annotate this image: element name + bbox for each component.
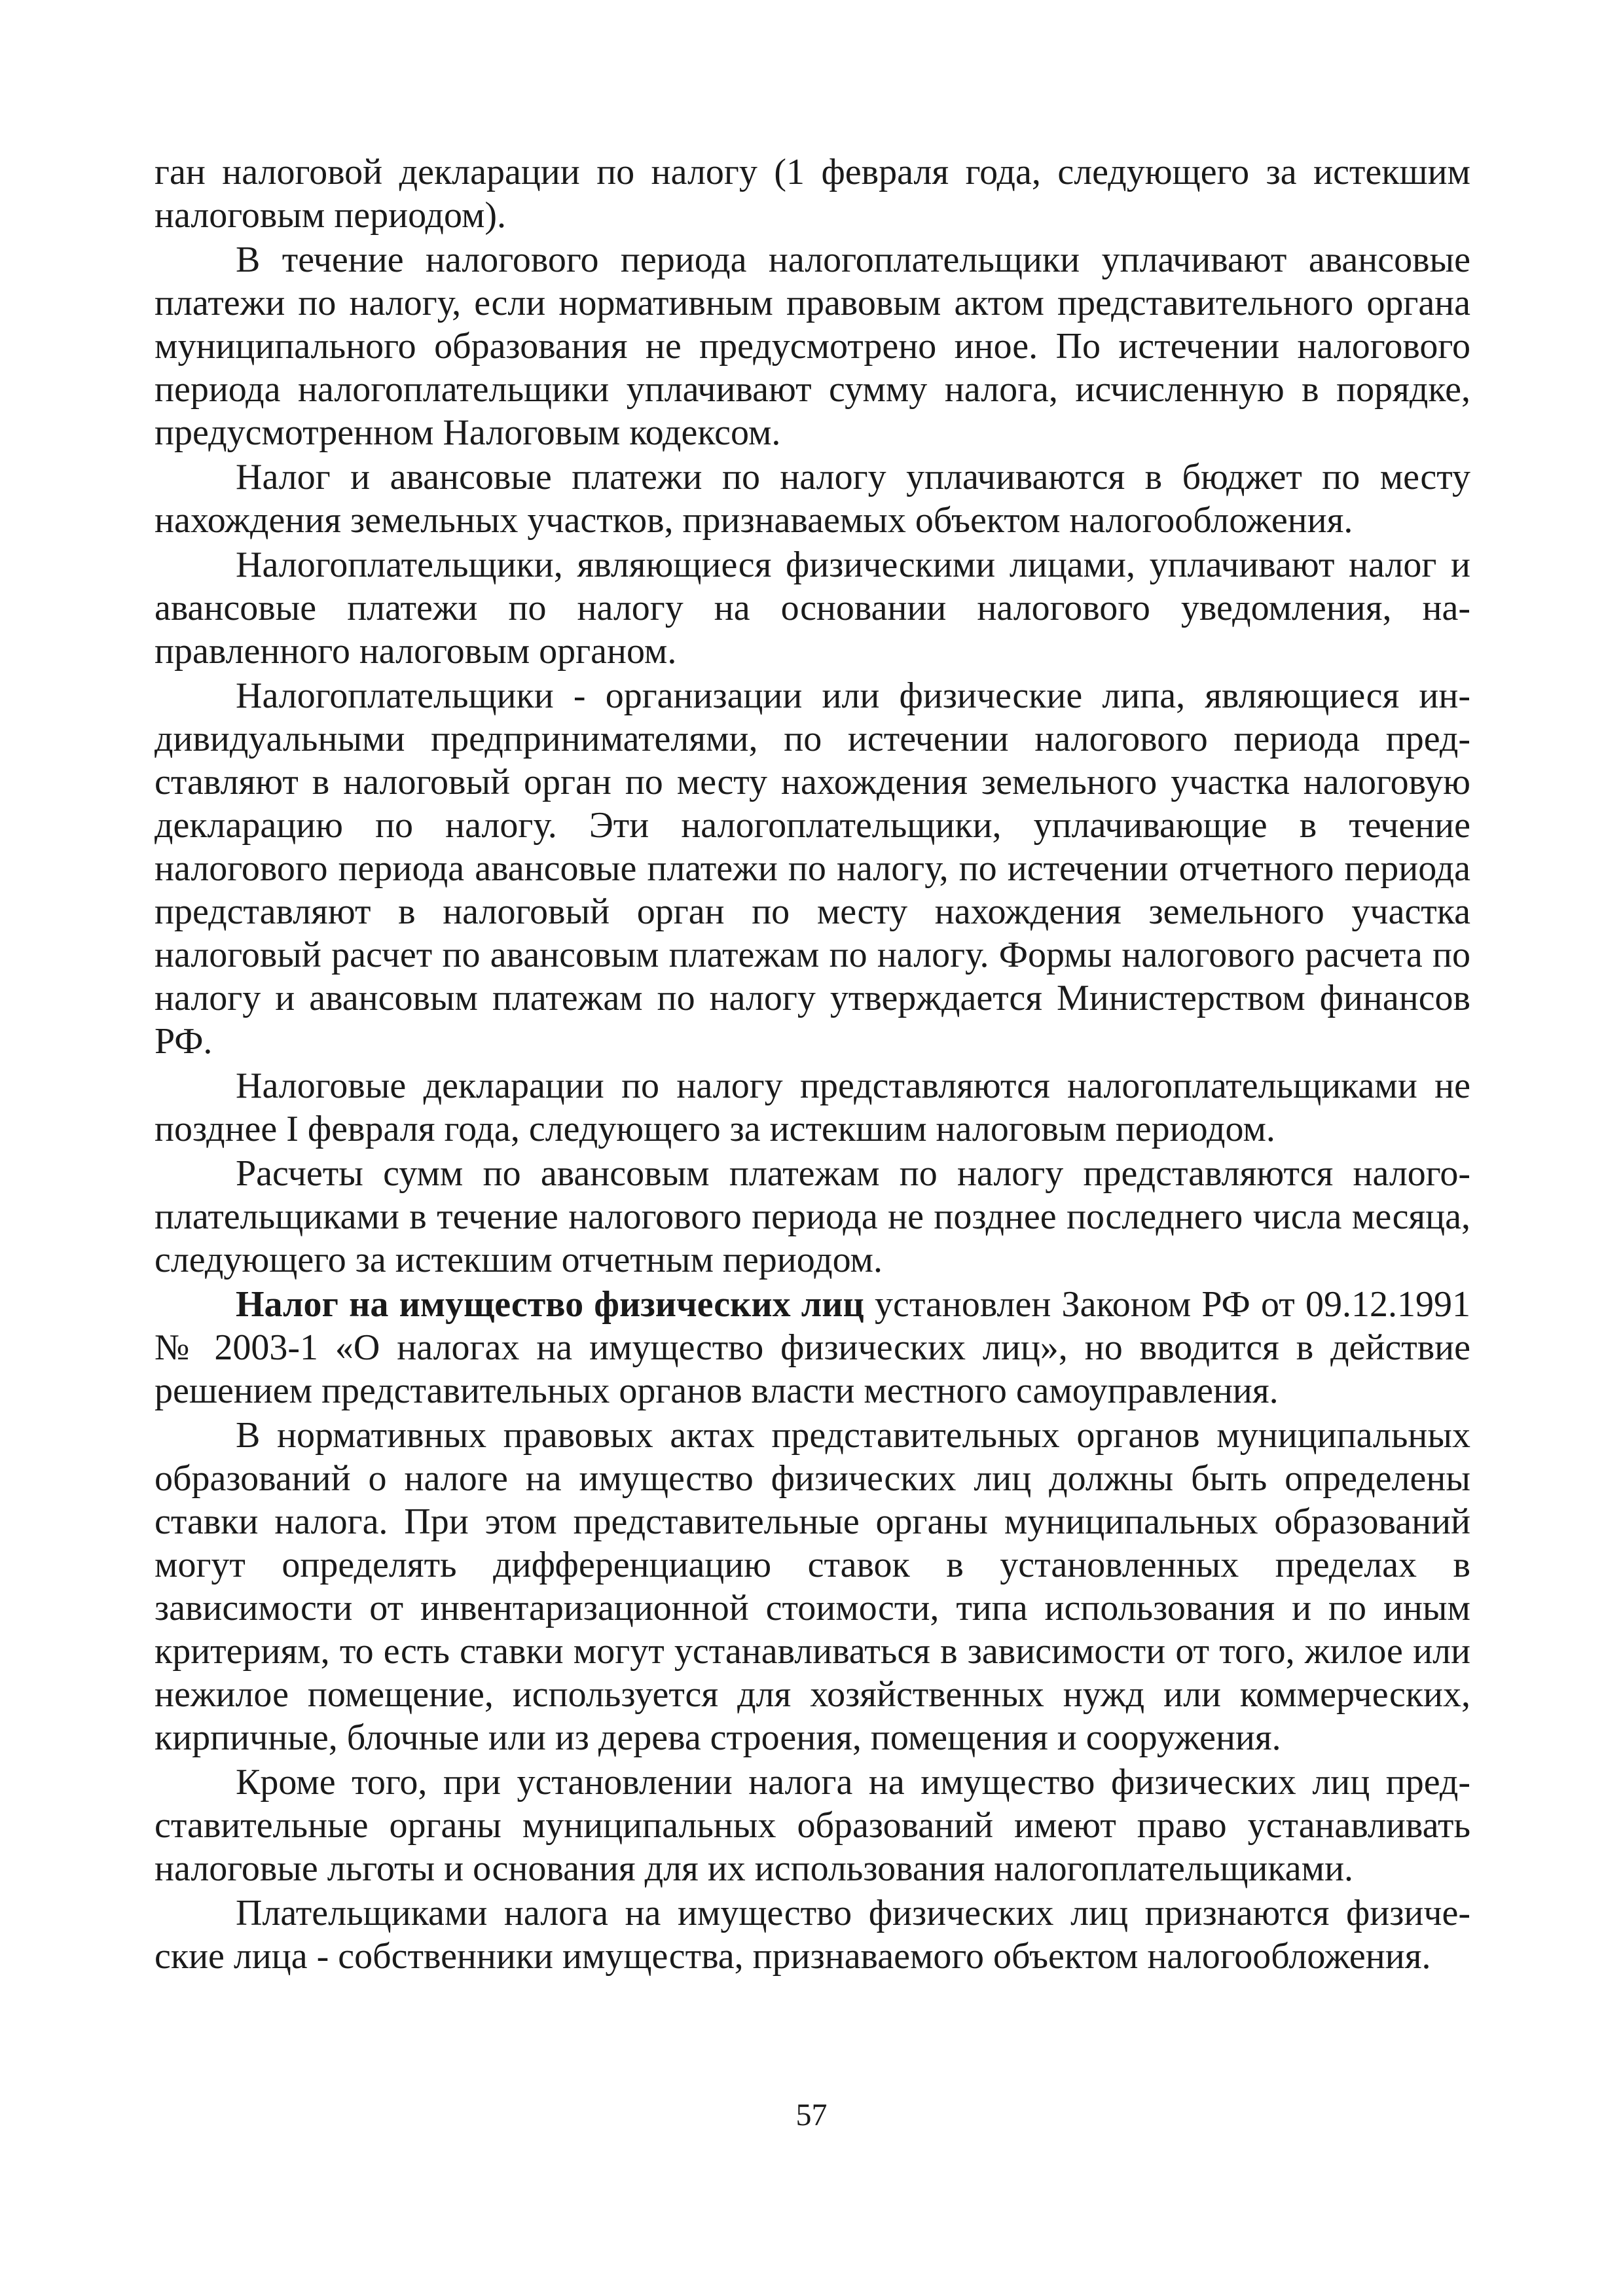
page-body [155, 151, 1470, 1978]
paragraph-advance-calculations: Расчеты сумм по авансовым платежам по налогу представляются налогоплательщиками в течение налогового периода не позднее последнего числа месяца, следующего за истекшим отчетным периодом. [155, 1153, 1470, 1280]
paragraph-individuals-payment: Налогоплательщики, являющиеся физическими лицами, уплачивают налог и авансовые платежи по налогу на основании налогового уведомления, направленного налоговым органом. [155, 545, 1470, 672]
paragraph-taxpayers: Плательщиками налога на имущество физических лиц признаются физические лица - собственники имущества, признаваемого объектом налогообложения. [155, 1893, 1470, 1977]
paragraph-payment-location: Налог и авансовые платежи по налогу уплачиваются в бюджет по месту нахождения земельных участков, признаваемых объектом налогообложения. [155, 457, 1470, 541]
property-tax-intro-text: установлен Законом РФ от 09.12.1991 № 2003-1 «О налогах на имущество физических лиц», но вводится в действие решением представительных органов власти местного самоуправления. [155, 1284, 1470, 1411]
paragraph-advance-payments: В течение налогового периода налогоплательщики уплачивают авансовые платежи по налогу, если нормативным правовым актом представительного органа муниципального образования не предусмотрено иное. По истечении налогового периода налогоплательщики уплачивают сумму налога, исчисленную в порядке, предусмотренном Налоговым кодексом. [155, 240, 1470, 453]
paragraph-declaration-submission: Налогоплательщики - организации или физические липа, являющиеся индивидуальными предпринимателями, по истечении налогового периода представляют в налоговый орган по месту нахождения земельного участка налоговую декларацию по налогу. Эти налогоплательщики, уплачивающие в течение налогового периода авансовые платежи по налогу, по истечении отчетного периода представляют в налоговый орган по месту нахождения земельного участка налоговый расчет по авансовым платежам по налогу. Формы налогового расчета по налогу и авансовым платежам по налогу утверждается Министерством финансов РФ. [155, 675, 1470, 1062]
paragraph-continuation: ган налоговой декларации по налогу (1 февраля года, следующего за истекшим налоговым периодом). [155, 152, 1470, 236]
property-tax-heading: Налог на имущество физических лиц [236, 1284, 864, 1325]
page-number: 57 [795, 2098, 828, 2132]
paragraph-tax-rates: В нормативных правовых актах представительных органов муниципальных образований о налоге на имущество физических лиц должны быть определены ставки налога. При этом представительные органы муниципальных образований могут определять дифференциацию ставок в установленных пределах в зависимости от инвентаризационной стоимости, типа использования и по иным критериям, то есть ставки могут устанавливаться в зависимости от того, жилое или нежилое помещение, используется для хозяйственных нужд или коммерческих, кирпичные, блочные или из дерева строения, помещения и сооружения. [155, 1415, 1470, 1758]
paragraph-property-tax-intro [155, 1283, 1470, 1412]
paragraph-tax-benefits: Кроме того, при установлении налога на имущество физических лиц представительные органы муниципальных образований имеют право устанавливать налоговые льготы и основания для их использования налогоплательщиками. [155, 1762, 1470, 1889]
paragraph-declaration-deadline: Налоговые декларации по налогу представляются налогоплательщиками не позднее I февраля года, следующего за истекшим налоговым периодом. [155, 1066, 1470, 1149]
